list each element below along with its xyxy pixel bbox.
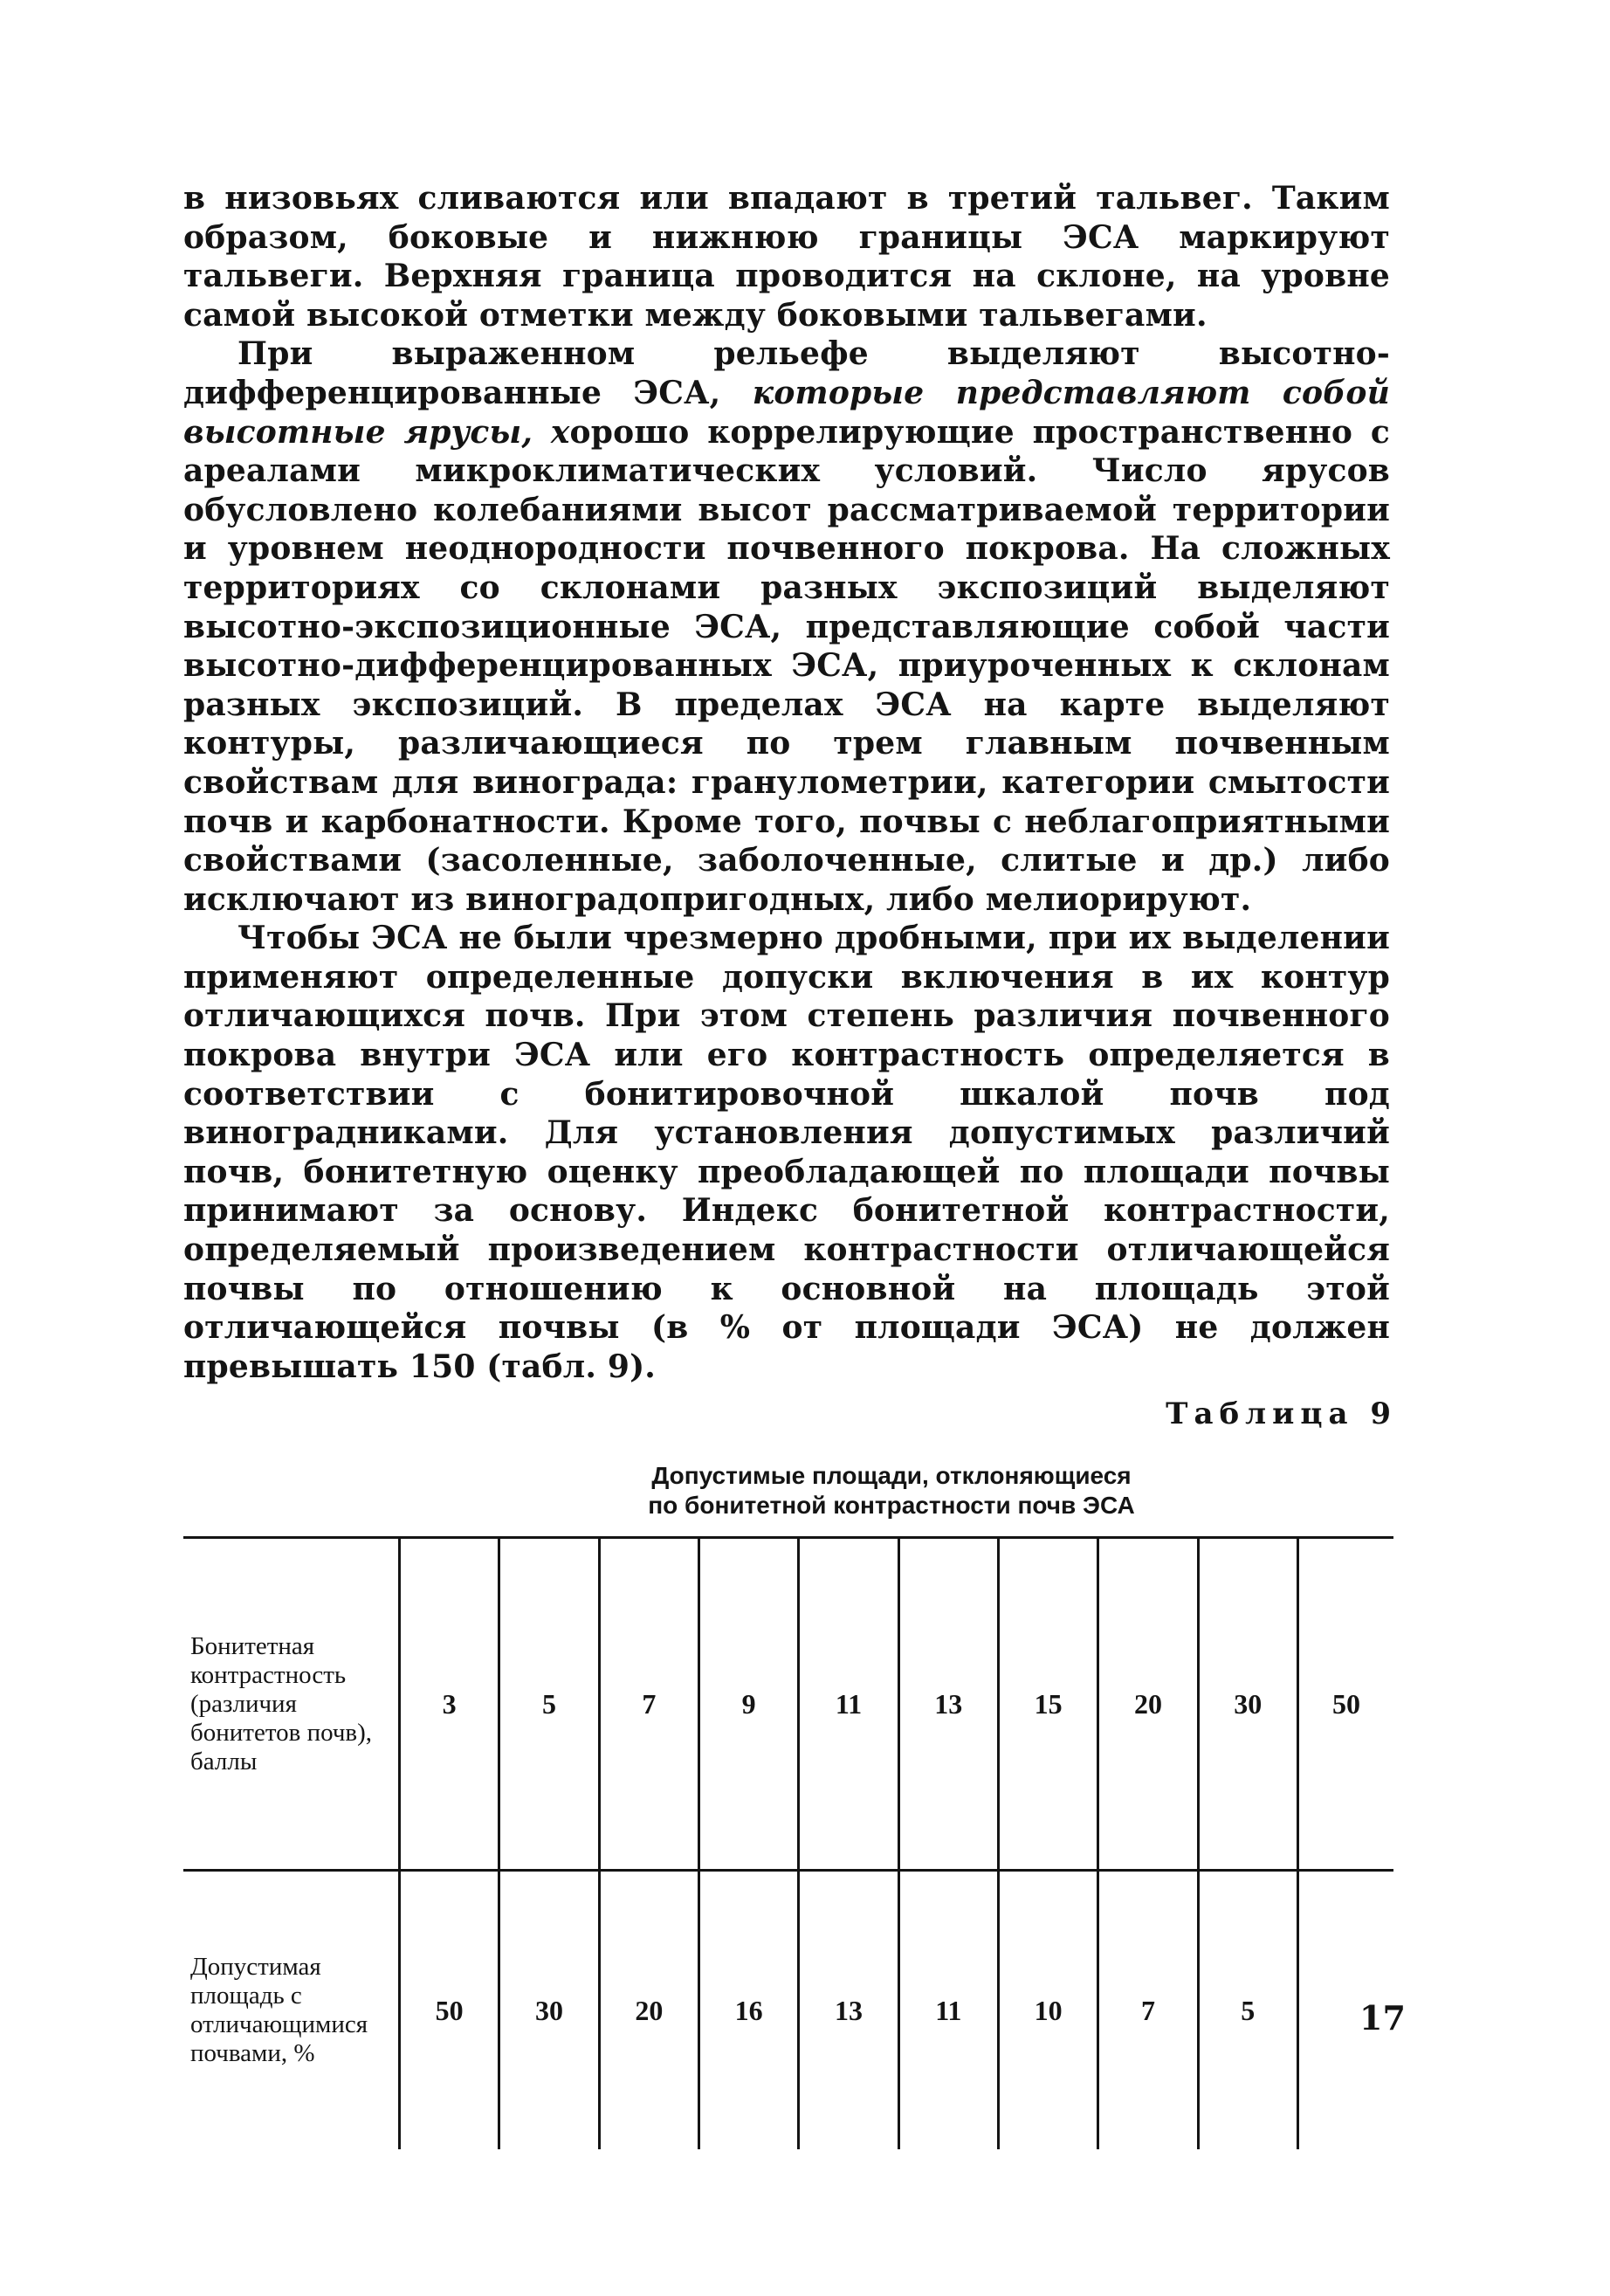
table-cell: 16 (698, 1871, 798, 2150)
table-cell: 11 (898, 1871, 998, 2150)
table-title-line-2: по бонитетной контрастности почв ЭСА (648, 1492, 1135, 1520)
row-header-area: Допустимая площадь с отличающимися почвами, % (183, 1871, 400, 2150)
table-cell: 15 (998, 1538, 1097, 1871)
table-title-line-1: Допустимые площади, отклоняющиеся (651, 1462, 1132, 1490)
table-cell: 10 (998, 1871, 1097, 2150)
table-cell: 5 (499, 1538, 599, 1871)
contrast-table (183, 1536, 1393, 2149)
paragraph-2-start: При выраженном рельефе выделяют высотно-дифференцированные ЭСА, (183, 335, 1390, 411)
table-cell: 3 (400, 1538, 499, 1871)
table-cell: 20 (599, 1871, 698, 2150)
paragraph-1: в низовьях сливаются или впадают в третий тальвег. Таким образом, боковые и нижнюю границы ЭСА маркируют тальвеги. Верхняя граница проводится на склоне, на уровне самой высокой отметки между боковыми тальвегами. (183, 180, 1390, 334)
table-row-contrast (183, 1538, 1393, 1871)
table-cell: 9 (698, 1538, 798, 1871)
table-title (183, 1461, 1390, 1520)
paragraph-2 (183, 334, 1390, 919)
table-cell: 20 (1098, 1538, 1198, 1871)
table-number-label: Таблица 9 (1166, 1396, 1397, 1432)
table-cell: 7 (599, 1538, 698, 1871)
table-cell: 30 (1198, 1538, 1297, 1871)
table-row-area (183, 1871, 1393, 2150)
row-header-contrast: Бонитетная контрастность (различия бонитетов почв), баллы (190, 1631, 373, 1775)
page-number: 17 (1359, 1998, 1406, 2037)
table-cell: 50 (1297, 1538, 1393, 1871)
table-cell: 50 (400, 1871, 499, 2150)
table-cell: 13 (898, 1538, 998, 1871)
table-cell: 30 (499, 1871, 599, 2150)
table-cell: 5 (1198, 1871, 1297, 2150)
paragraph-3: Чтобы ЭСА не были чрезмерно дробными, при их выделении применяют определенные допуски включения в их контур отличающихся почв. При этом степень различия почвенного покрова внутри ЭСА или его контрастность определяется в соответствии с бонитировочной шкалой почв под виноградниками. Для установления допустимых различий почв, бонитетную оценку преобладающей по площади почвы принимают за основу. Индекс бонитетной контрастности, определяемый произведением контрастности отличающейся почвы по отношению к основной на площадь этой отличающейся почвы (в % от площади ЭСА) не должен превышать 150 (табл. 9). (183, 920, 1390, 1385)
paragraph-2-italic: которые представляют собой высотные ярусы, х (183, 374, 1390, 451)
table-cell: 11 (799, 1538, 898, 1871)
table-cell: 13 (799, 1871, 898, 2150)
page-content (183, 179, 1397, 2149)
paragraph-2-rest: орошо коррелирующие пространственно с ареалами микроклиматических условий. Число ярусов обусловлено колебаниями высот рассматриваемой территории и уровнем неоднородности почвенного покрова. На сложных территориях со склонами разных экспозиций выделяют высотно-экспозиционные ЭСА, представляющие собой части высотно-дифференцированных ЭСА, приуроченных к склонам разных экспозиций. В пределах ЭСА на карте выделяют контуры, различающиеся по трем главным почвенным свойствам для винограда: гранулометрии, категории смытости почв и карбонатности. Кроме того, почвы с неблагоприятными свойствами (засоленные, заболоченные, слитые и др.) либо исключают из виноградопригодных, либо мелиорируют. (183, 413, 1390, 918)
table-cell: 7 (1098, 1871, 1198, 2150)
